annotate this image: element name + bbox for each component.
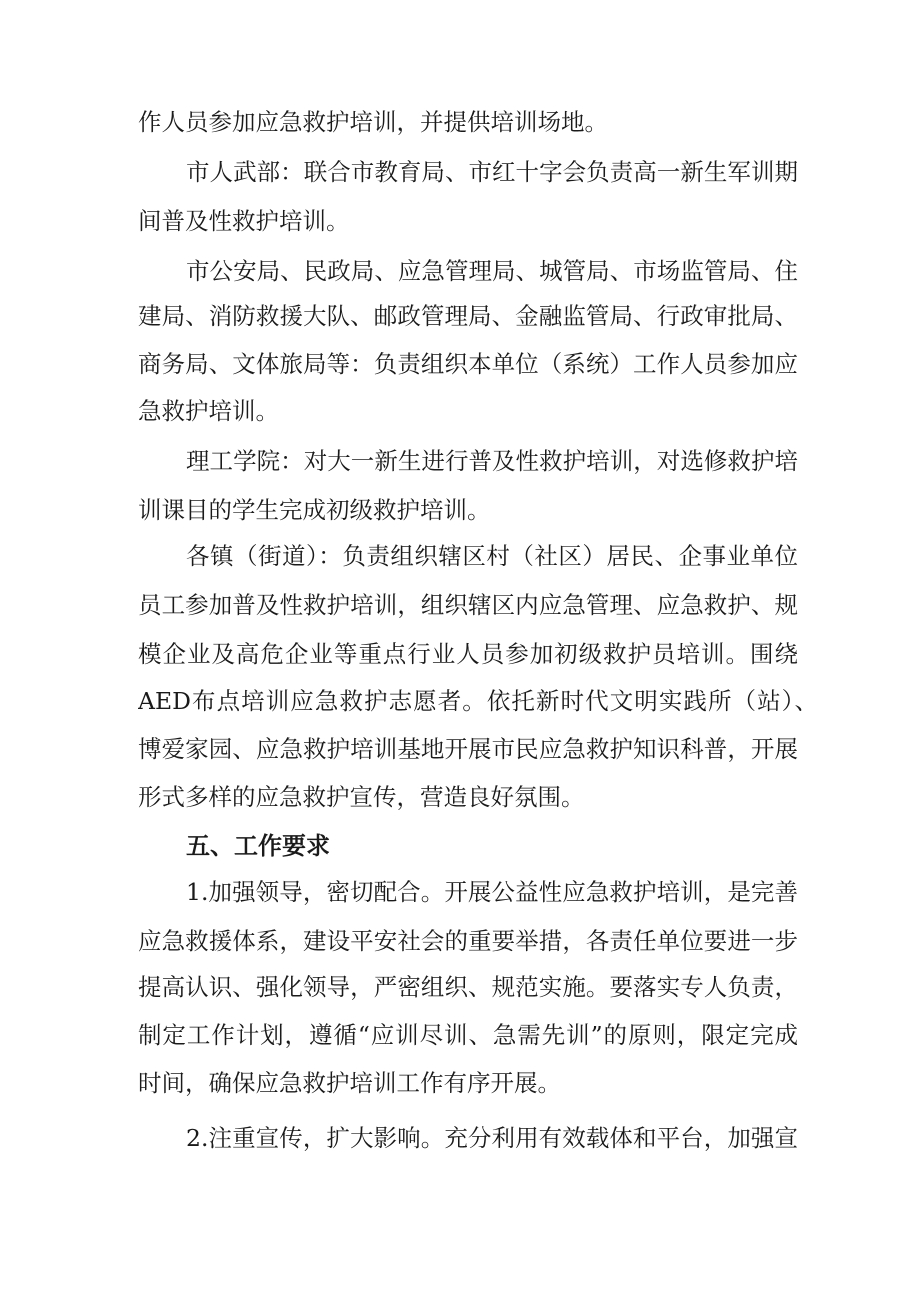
paragraph-line: 急救护培训。 — [138, 397, 279, 425]
paragraph-line: 时间，确保应急救护培训工作有序开展。 — [138, 1069, 561, 1097]
paragraph-line: AED布点培训应急救护志愿者。依托新时代文明实践所（站）、 — [138, 687, 818, 715]
paragraph-line: 模企业及高危企业等重点行业人员参加初级救护员培训。围绕 — [138, 640, 798, 668]
paragraph-line: 1.加强领导，密切配合。开展公益性应急救护培训，是完善 — [186, 878, 798, 906]
paragraph-line: 2.注重宣传，扩大影响。充分利用有效载体和平台，加强宣 — [186, 1124, 798, 1152]
section-heading: 五、工作要求 — [186, 832, 330, 860]
paragraph-line: 提高认识、强化领导，严密组织、规范实施。要落实专人负责， — [138, 973, 798, 1001]
paragraph-line: 市公安局、民政局、应急管理局、城管局、市场监管局、住 — [186, 257, 798, 285]
paragraph-line: 间普及性救护培训。 — [138, 207, 350, 235]
paragraph-line: 制定工作计划，遵循“应训尽训、急需先训”的原则，限定完成 — [138, 1021, 798, 1049]
paragraph-line: 作人员参加应急救护培训，并提供培训场地。 — [138, 108, 608, 136]
paragraph-line: 应急救援体系，建设平安社会的重要举措，各责任单位要进一步 — [138, 927, 798, 955]
paragraph-line: 员工参加普及性救护培训，组织辖区内应急管理、应急救护、规 — [138, 591, 798, 619]
paragraph-line: 各镇（街道）：负责组织辖区村（社区）居民、企事业单位 — [186, 542, 798, 570]
paragraph-line: 市人武部：联合市教育局、市红十字会负责高一新生军训期 — [186, 158, 798, 186]
paragraph-line: 形式多样的应急救护宣传，营造良好氛围。 — [138, 783, 585, 811]
paragraph-line: 博爱家园、应急救护培训基地开展市民应急救护知识科普，开展 — [138, 735, 798, 763]
paragraph-line: 建局、消防救援大队、邮政管理局、金融监管局、行政审批局、 — [138, 302, 798, 330]
paragraph-line: 理工学院：对大一新生进行普及性救护培训，对选修救护培 — [186, 447, 798, 475]
paragraph-line: 商务局、文体旅局等：负责组织本单位（系统）工作人员参加应 — [138, 350, 798, 378]
paragraph-line: 训课目的学生完成初级救护培训。 — [138, 496, 491, 524]
